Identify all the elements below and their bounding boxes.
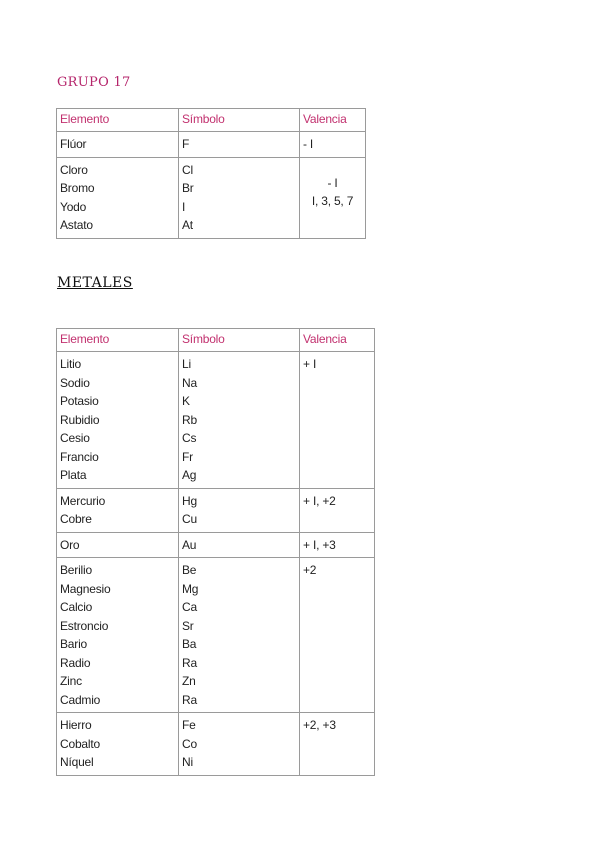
table-row xyxy=(57,558,375,713)
grupo17-title: GRUPO 17 xyxy=(57,75,131,90)
symbol-cell xyxy=(179,352,300,489)
element-name: Yodo xyxy=(60,199,87,214)
element-symbol: Ca xyxy=(182,600,197,614)
element-name: Hierro xyxy=(60,718,92,732)
element-name: Radio xyxy=(60,655,91,670)
element-cell xyxy=(57,558,179,713)
element-name: Bromo xyxy=(60,181,95,195)
valence-cell xyxy=(300,132,366,158)
valence-cell xyxy=(300,532,375,558)
valence-cell xyxy=(300,352,375,489)
valence-value: +2 xyxy=(303,563,317,577)
symbol-cell xyxy=(179,713,300,776)
element-name: Magnesio xyxy=(60,581,111,596)
element-name: Flúor xyxy=(60,137,87,151)
column-header-valencia: Valencia xyxy=(300,329,375,352)
column-header-simbolo: Símbolo xyxy=(179,329,300,352)
table-row xyxy=(57,532,375,558)
element-symbol: Ra xyxy=(182,655,197,670)
element-symbol: Cl xyxy=(182,162,193,177)
symbol-cell xyxy=(179,488,300,532)
element-symbol: Zn xyxy=(182,674,196,688)
element-name: Calcio xyxy=(60,600,93,614)
element-name: Astato xyxy=(60,218,93,232)
element-name: Cloro xyxy=(60,162,88,177)
element-symbol: Ag xyxy=(182,468,197,482)
element-symbol: Li xyxy=(182,357,191,371)
element-symbol: Hg xyxy=(182,493,197,508)
element-symbol: Be xyxy=(182,563,197,577)
element-symbol: K xyxy=(182,394,190,408)
element-cell xyxy=(57,132,179,158)
element-symbol: Fe xyxy=(182,718,196,732)
element-symbol: Mg xyxy=(182,581,199,596)
symbol-cell xyxy=(179,558,300,713)
valence-value: - I xyxy=(327,175,338,190)
table-row xyxy=(57,132,366,158)
table-row xyxy=(57,352,375,489)
element-cell xyxy=(57,352,179,489)
element-symbol: Cs xyxy=(182,431,197,445)
element-symbol: Co xyxy=(182,736,197,751)
valence-cell xyxy=(300,713,375,776)
valence-value: - I xyxy=(303,137,314,151)
element-cell xyxy=(57,157,179,238)
element-name: Níquel xyxy=(60,755,94,769)
table-row xyxy=(57,157,366,238)
element-symbol: Ba xyxy=(182,637,197,651)
element-name: Cadmio xyxy=(60,692,101,707)
element-cell xyxy=(57,713,179,776)
element-symbol: Ra xyxy=(182,692,197,707)
valence-value: + I, +3 xyxy=(303,537,336,552)
symbol-cell xyxy=(179,157,300,238)
valence-cell xyxy=(300,488,375,532)
column-header-simbolo: Símbolo xyxy=(179,109,300,132)
element-name: Sodio xyxy=(60,375,90,390)
element-name: Potasio xyxy=(60,394,99,408)
element-symbol: Na xyxy=(182,375,197,390)
symbol-cell xyxy=(179,132,300,158)
element-name: Cobalto xyxy=(60,736,100,751)
element-name: Bario xyxy=(60,637,88,651)
element-name: Cobre xyxy=(60,512,92,526)
table-header-row xyxy=(57,109,366,132)
element-name: Plata xyxy=(60,468,87,482)
element-name: Litio xyxy=(60,357,82,371)
valence-value: + I xyxy=(303,357,317,371)
element-symbol: Fr xyxy=(182,449,193,464)
valence-cell xyxy=(300,157,366,238)
element-name: Zinc xyxy=(60,674,82,688)
column-header-valencia: Valencia xyxy=(300,109,366,132)
valence-cell xyxy=(300,558,375,713)
element-name: Estroncio xyxy=(60,618,109,633)
table-header-row xyxy=(57,329,375,352)
valence-value: +2, +3 xyxy=(303,718,336,732)
element-symbol: I xyxy=(182,199,186,214)
element-symbol: F xyxy=(182,137,190,151)
element-name: Cesio xyxy=(60,431,90,445)
element-name: Berilio xyxy=(60,563,92,577)
valence-value: I, 3, 5, 7 xyxy=(311,194,354,208)
element-cell xyxy=(57,488,179,532)
element-symbol: At xyxy=(182,218,193,232)
element-symbol: Sr xyxy=(182,618,194,633)
element-symbol: Br xyxy=(182,181,194,195)
table-row xyxy=(57,488,375,532)
element-symbol: Au xyxy=(182,537,197,552)
element-name: Mercurio xyxy=(60,493,106,508)
element-symbol: Cu xyxy=(182,512,197,526)
element-name: Rubidio xyxy=(60,412,100,427)
column-header-elemento: Elemento xyxy=(57,109,179,132)
column-header-elemento: Elemento xyxy=(57,329,179,352)
symbol-cell xyxy=(179,532,300,558)
element-name: Francio xyxy=(60,449,99,464)
metales-table xyxy=(56,328,375,776)
metales-title: METALES xyxy=(57,275,133,291)
valence-value: + I, +2 xyxy=(303,493,336,508)
element-cell xyxy=(57,532,179,558)
element-symbol: Rb xyxy=(182,412,197,427)
element-name: Oro xyxy=(60,537,80,552)
table-row xyxy=(57,713,375,776)
grupo17-table xyxy=(56,108,366,239)
element-symbol: Ni xyxy=(182,755,193,769)
